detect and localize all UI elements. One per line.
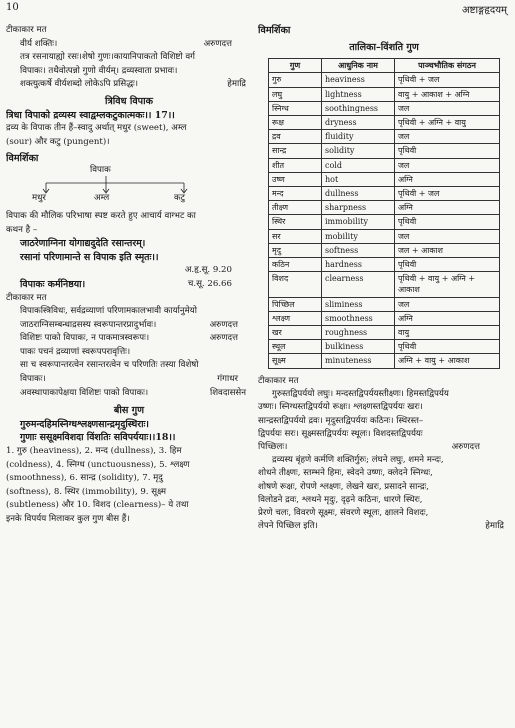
commentary-author: शिवदाससेन (209, 387, 246, 398)
paragraph-line: (subtleness) और 10. विशद (clearness)– ये तथा (6, 500, 189, 511)
verse-line: त्रिधा विपाको द्रव्यस्य स्वाद्वम्लकटुकात्मकः।। 17।। (6, 109, 175, 121)
table-row (269, 311, 500, 325)
commentary-line: द्विपर्ययः सरः। सूक्ष्मस्तद्विपर्ययः स्थूलः। विशदस्तद्विपर्ययः (258, 428, 423, 439)
table-row (269, 87, 500, 101)
commentary-line (6, 373, 252, 387)
panchabhautika-cell: पृथिवी + वायु + अग्नि + आकाश (395, 272, 500, 297)
paragraph-line: इनके विपर्यय मिलाकर कुल गुण बीस हैं। (6, 514, 130, 524)
guna-cell: गुरु (269, 73, 322, 87)
modern-name-cell: cold (322, 158, 395, 172)
guna-cell: पिच्छिल (269, 297, 322, 311)
panchabhautika-cell: पृथिवी (395, 258, 500, 272)
commentary-line: प्रेरणे चलः, विवरणे सूक्ष्मः, संवरणे स्थूलः, क्षालने विशदः, (258, 508, 429, 519)
guna-table (268, 58, 500, 368)
modern-name-cell: mobility (322, 229, 395, 243)
modern-name-cell: sharpness (322, 201, 395, 215)
table-row (269, 101, 500, 115)
commentary-label: टीकाकार मत (258, 375, 299, 386)
section-heading: बीस गुण (113, 405, 145, 417)
right-column (258, 18, 510, 533)
guna-cell: खर (269, 326, 322, 340)
modern-name-cell: sliminess (322, 297, 395, 311)
commentary-text: पिच्छिलः। (258, 442, 288, 453)
table-row (269, 272, 500, 297)
table-row (269, 73, 500, 87)
commentary-label: टीकाकार मत (6, 292, 47, 303)
section-heading: विमर्शिका (258, 25, 291, 36)
verse-line: विपाकः कर्मनिष्ठया। (20, 278, 86, 290)
commentary-line (6, 319, 252, 333)
left-column (6, 18, 252, 527)
panchabhautika-cell: जल + आकाश (395, 243, 500, 257)
verse-citation-line (6, 278, 252, 292)
modern-name-cell: minuteness (322, 354, 395, 368)
panchabhautika-cell: पृथिवी (395, 144, 500, 158)
guna-cell: श्लक्ष्ण (269, 311, 322, 325)
commentary-text: लेपने पिच्छिल इति। (258, 521, 318, 532)
table-header-row (269, 59, 500, 73)
guna-cell: मन्द (269, 187, 322, 201)
guna-cell: स्थिर (269, 215, 322, 229)
commentary-text: विपाकः। (20, 374, 46, 385)
commentary-author: गंगाधर (217, 374, 238, 385)
panchabhautika-cell: जल (395, 158, 500, 172)
commentary-line: विपाकः। तथैवोत्पन्नो गुणो वीर्यम्। द्रव्यस्वाता प्रभावः। (20, 65, 178, 76)
modern-name-cell: soothingness (322, 101, 395, 115)
running-title: अष्टाङ्गहृदयम् (462, 5, 507, 16)
guna-cell: कठिन (269, 258, 322, 272)
commentary-text: शक्त्युत्कर्षे वीर्यशब्दो लोकेऽपि प्रसिद्धः। (20, 79, 139, 90)
modern-name-cell: lightness (322, 87, 395, 101)
guna-cell: उष्ण (269, 172, 322, 186)
commentary-text: वीर्य शक्तिः। (20, 38, 58, 49)
commentary-line: द्रव्यस्य बृंहणे कर्मणि शक्तिर्गुरुः; लंघने लघुः, शमने मन्दः, (272, 455, 444, 466)
panchabhautika-cell: जल (395, 229, 500, 243)
commentary-line: शोधने तीक्ष्णः, स्तम्भने हिमः, स्वेदने उष्णः, क्लेदने स्निग्धः, (258, 468, 433, 479)
panchabhautika-cell: अग्नि (395, 172, 500, 186)
commentary-line: विलोडने द्रवः, श्लथने मृदुः, दृढ़ने कठिनः, धारणे स्थिरः, (258, 494, 423, 505)
table-row (269, 172, 500, 186)
guna-cell: तीक्ष्ण (269, 201, 322, 215)
tree-leaf: अम्ल (94, 192, 110, 203)
table-row (269, 201, 500, 215)
panchabhautika-cell: अग्नि + वायु + आकाश (395, 354, 500, 368)
paragraph-line: (coldness), 4. स्निग्ध (unctuousness), 5. श्लक्ष्ण (6, 459, 190, 470)
modern-name-cell: hardness (322, 258, 395, 272)
panchabhautika-cell: वायु (395, 326, 500, 340)
commentary-line: पाकः पचनं द्रव्याणां स्वरूपपरावृत्तिः। (20, 346, 131, 357)
table-row (269, 229, 500, 243)
verse-line: गुणाः ससूक्ष्मविशदा विंशतिः सविपर्ययाः।।18।। (20, 432, 176, 444)
modern-name-cell: immobility (322, 215, 395, 229)
commentary-author: अरुणदत्त (451, 442, 480, 453)
table-row (269, 144, 500, 158)
commentary-author: हेमाद्रि (227, 79, 246, 90)
panchabhautika-cell: जल (395, 101, 500, 115)
tree-root: विपाक (90, 164, 111, 175)
modern-name-cell: solidity (322, 144, 395, 158)
table-row (269, 187, 500, 201)
table-row (269, 354, 500, 368)
commentary-author: अरुणदत्त (209, 319, 238, 330)
modern-name-cell: smoothness (322, 311, 395, 325)
panchabhautika-cell: पृथिवी + जल (395, 73, 500, 87)
paragraph-line: (softness), 8. स्थिर (immobility), 9. सूक्ष्म (6, 486, 167, 497)
guna-cell: सर (269, 229, 322, 243)
citation: अ.हृ.सू. 9.20 (184, 265, 232, 276)
vipaka-tree-diagram (6, 166, 252, 208)
paragraph-line: (sour) और कटु (pungent)। (6, 136, 110, 147)
modern-name-cell: dryness (322, 116, 395, 130)
panchabhautika-cell: पृथिवी (395, 215, 500, 229)
panchabhautika-cell: जल (395, 130, 500, 144)
table-row (269, 215, 500, 229)
modern-name-cell: clearness (322, 272, 395, 297)
panchabhautika-cell: जल (395, 297, 500, 311)
commentary-line: सा च स्वरूपान्तरत्वेन रसान्तरत्वेन च परिणतिः तस्या विशेषो (20, 360, 199, 371)
guna-cell: रूक्ष (269, 116, 322, 130)
page-number: 10 (6, 2, 19, 13)
section-heading: त्रिविध विपाक (105, 95, 153, 107)
commentary-author: अरुणदत्त (209, 333, 238, 344)
commentary-line: शोषणे रूक्षः, रोपणे श्लक्ष्णः, लेखने खरः, प्रसादने सान्द्रः, (258, 481, 430, 492)
modern-name-cell: dullness (322, 187, 395, 201)
commentary-line: तत्र रसनायाह्यो रसः।शेषो गुणः।कायानिपाकतो विशिष्टो वर्ग (20, 52, 196, 63)
panchabhautika-cell: अग्नि (395, 311, 500, 325)
table-title: तालिका–विंशति गुण (349, 41, 419, 53)
table-row (269, 158, 500, 172)
table-row (269, 258, 500, 272)
modern-name-cell: hot (322, 172, 395, 186)
commentary-label: टीकाकार मत (6, 25, 47, 35)
commentary-text: जाठराग्निसम्बन्धाद्रसस्य स्वरूपान्तरप्रादुर्भावः। (20, 319, 157, 330)
guna-cell: सान्द्र (269, 144, 322, 158)
column-header: आधुनिक नाम (322, 59, 395, 73)
commentary-line: उष्णः। स्निग्धस्तद्विपर्ययो रूक्षः। श्लक्ष्णस्तद्विपर्ययः खरः। (258, 402, 423, 413)
paragraph-line: विपाक की मौलिक परिभाषा स्पष्ट करते हुए आचार्य वाग्भट का (6, 210, 196, 221)
guna-cell: स्थूल (269, 340, 322, 354)
commentary-text: विशिष्टः पाको विपाकः, न पाकमात्रस्वरूपः। (20, 333, 150, 344)
panchabhautika-cell: पृथिवी (395, 340, 500, 354)
table-row (269, 297, 500, 311)
verse-line: रसानां परिणामान्ते स विपाक इति स्मृतः।। (20, 251, 159, 263)
panchabhautika-cell: पृथिवी + जल (395, 187, 500, 201)
commentary-line (6, 78, 252, 92)
section-heading: विमर्शिका (6, 153, 39, 165)
modern-name-cell: bulkiness (322, 340, 395, 354)
modern-name-cell: heaviness (322, 73, 395, 87)
panchabhautika-cell: पृथिवी + अग्नि + वायु (395, 116, 500, 130)
column-header: पाञ्चभौतिक संगठन (395, 59, 500, 73)
modern-name-cell: softness (322, 243, 395, 257)
table-row (269, 243, 500, 257)
commentary-line: गुरुस्तद्विपर्ययो लघुः। मन्दस्तद्विपर्ययस्तीक्ष्णः। हिमस्तद्विपर्यय (272, 389, 449, 400)
table-row (269, 326, 500, 340)
tree-leaf: कटु (174, 192, 185, 203)
table-body (269, 73, 500, 368)
verse-line: जाठरेणाग्निना योगाद्यदुदेति रसान्तरम्। (20, 238, 146, 250)
guna-cell: स्निग्ध (269, 101, 322, 115)
guna-cell: शीत (269, 158, 322, 172)
guna-cell: मृदु (269, 243, 322, 257)
paragraph-line: 1. गुरु (heaviness), 2. मन्द (dullness), 3. हिम (6, 446, 182, 457)
commentary-line (258, 441, 510, 454)
commentary-line: विपाकस्त्रिविधः, सर्वद्रव्याणां परिणामकालभावी कार्यानुमेयो (20, 306, 197, 317)
commentary-line (6, 38, 252, 52)
guna-cell: द्रव (269, 130, 322, 144)
tree-leaf: मधुर (32, 192, 46, 203)
commentary-line (258, 520, 510, 533)
paragraph-line: कथन है – (6, 224, 38, 235)
guna-cell: सूक्ष्म (269, 354, 322, 368)
table-row (269, 116, 500, 130)
verse-line: गुरुमन्दहिमस्निग्धश्लक्ष्णसान्द्रमृदुस्थिराः। (20, 418, 149, 430)
paragraph-line: द्रव्य के विपाक तीन हैं–स्वादु अर्थात् मधुर (sweet), अम्ल (6, 123, 187, 134)
commentary-author: अरुणदत्त (203, 38, 232, 49)
table-row (269, 340, 500, 354)
modern-name-cell: fluidity (322, 130, 395, 144)
panchabhautika-cell: अग्नि (395, 201, 500, 215)
commentary-line (6, 387, 252, 401)
column-header: गुण (269, 59, 322, 73)
citation: च.सू. 26.66 (187, 278, 232, 289)
commentary-line: सान्द्रस्तद्विपर्ययो द्रवः। मृदुस्तद्विपर्ययः कठिनः। स्थिरस्त– (258, 415, 424, 426)
paragraph-line: (smoothness), 6. सान्द्र (solidity), 7. मृदु (6, 473, 163, 484)
panchabhautika-cell: वायु + आकाश + अग्नि (395, 87, 500, 101)
modern-name-cell: roughness (322, 326, 395, 340)
guna-cell: विशद (269, 272, 322, 297)
commentary-line (6, 332, 252, 346)
commentary-author: हेमाद्रि (485, 521, 504, 532)
table-row (269, 130, 500, 144)
guna-cell: लघु (269, 87, 322, 101)
commentary-text: अवस्थापाकापेक्षया विशिष्टः पाको विपाकः। (20, 387, 149, 398)
